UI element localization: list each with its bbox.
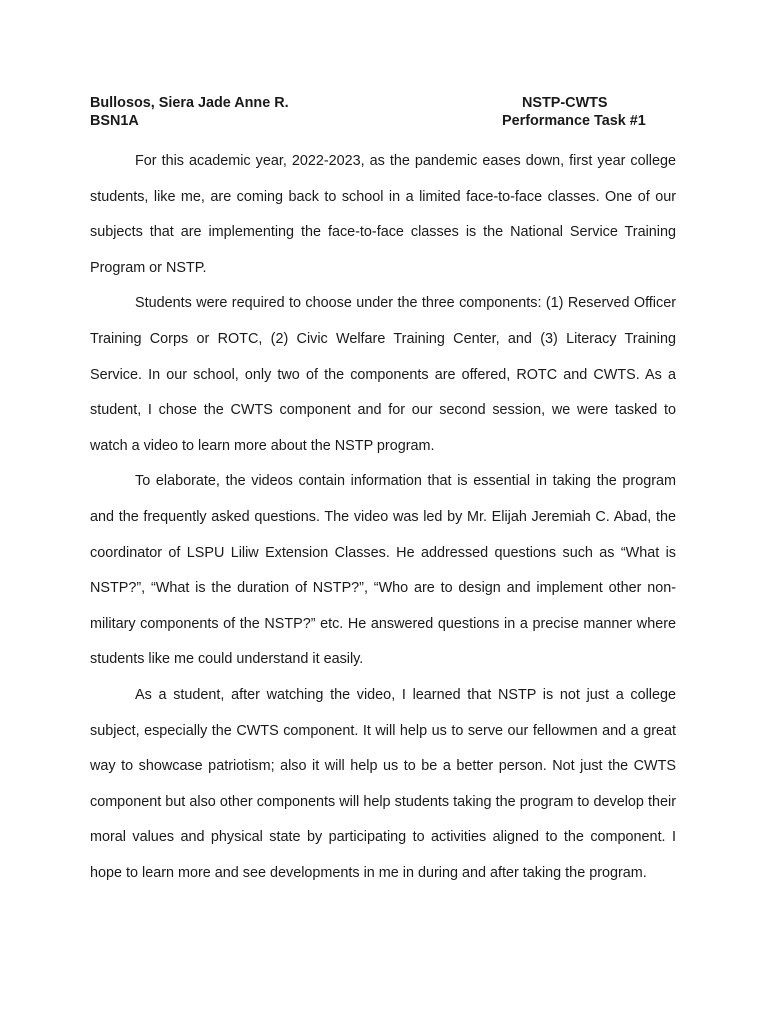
paragraph-1: For this academic year, 2022-2023, as the pandemic eases down, first year college students, like me, are coming back to school in a limited face-to-face classes. One of our subjects that are implementing the face-to-face classes is the National Service Training Program or NSTP. (90, 153, 676, 276)
paragraph-2: Students were required to choose under the three components: (1) Reserved Officer Training Corps or ROTC, (2) Civic Welfare Training Center, and (3) Literacy Training Service. In our school, only two of the components are offered, ROTC and CWTS. As a student, I chose the CWTS component and for our second session, we were tasked to watch a video to learn more about the NSTP program. (90, 295, 676, 454)
student-name: Bullosos, Siera Jade Anne R. (90, 95, 289, 111)
document-body (90, 144, 676, 891)
course-code: NSTP-CWTS (522, 95, 608, 111)
document-header (90, 94, 650, 130)
header-row-1 (90, 94, 650, 112)
paragraph-4: As a student, after watching the video, I learned that NSTP is not just a college subject, especially the CWTS component. It will help us to serve our fellowmen and a great way to showcase patriotism; also it will help us to be a better person. Not just the CWTS component but also other components will help students taking the program to develop their moral values and physical state by participating to activities aligned to the component. I hope to learn more and see developments in me in during and after taking the program. (90, 686, 676, 881)
student-section: BSN1A (90, 113, 139, 129)
task-title: Performance Task #1 (502, 113, 646, 129)
header-row-2 (90, 112, 650, 130)
paragraph-3: To elaborate, the videos contain information that is essential in taking the program and the frequently asked questions. The video was led by Mr. Elijah Jeremiah C. Abad, the coordinator of LSPU Liliw Extension Classes. He addressed questions such as “What is NSTP?”, “What is the duration of NSTP?”, “Who are to design and implement other non-military components of the NSTP?” etc. He answered questions in a precise manner where students like me could understand it easily. (90, 473, 676, 668)
